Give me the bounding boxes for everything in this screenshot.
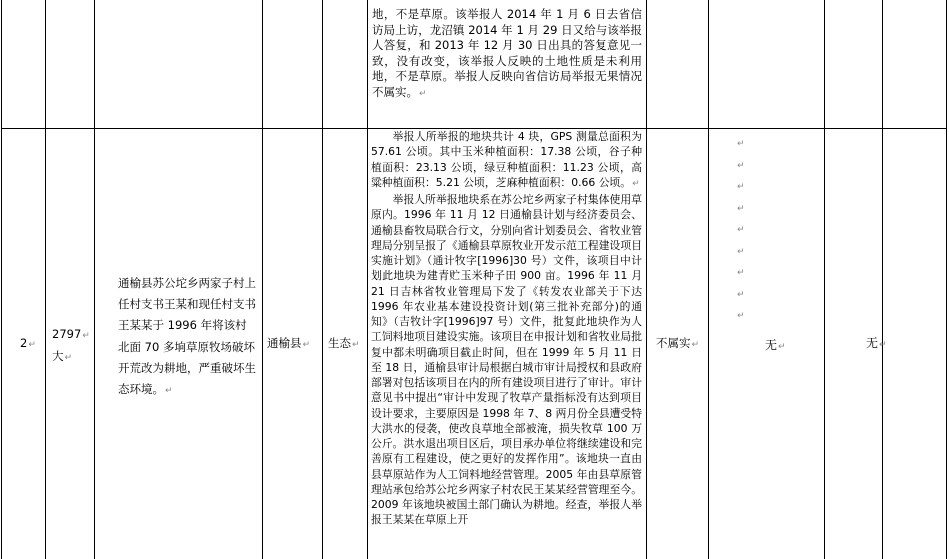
table-border-col6 (646, 0, 647, 559)
table-border-col1 (45, 0, 46, 559)
row-index: 2↵ (20, 336, 36, 350)
complaint-text: 通榆县苏公坨乡两家子村上任村支书王某和现任村支书王某某于 1996 年将该村北面 70 多垧草原牧场破坏开荒改为耕地，严重破坏生态环境。↵ (118, 276, 256, 397)
measure-cell: 无↵ (765, 338, 786, 352)
findings-text: 举报人所举报的地块共计 4 块，GPS 测量总面积为 57.61 公顷。其中玉米种植面积：17.38 公顷，谷子种植面积：23.13 公顷，绿豆种植面积：11.23 公顷，高粱种植面积：5.21 公顷，芝麻种植面积：0.66 公顷。↵ 举报人所举报地块系在苏公坨乡两家子村集体使用草原内。1996 年 11 月 12 日通榆县计划与经济委员会、通榆县畜牧局联合行文，分别向省计划委员会、省牧业管理局分别呈报了《通榆县草原牧业开发示范工程建设项目实施计划》（通计牧字[1996]30 号）文件，该项目中计划此地块为建青贮玉米种子田 900 亩。1996 年 11 月 21 日吉林省牧业管理局下发了《转发农业部关于下达 1996 年农业基本建设投资计划(第三批补充部分)的通知》（吉牧计字[1996]97 号）文件，批复此地块作为人工饲料地项目建设实施。该项目在申报计划和省牧业局批复中都未明确项目截止时间，但在 1999 年 5 月 11 日至 18 日，通榆县审计局根据白城市审计局授权和县政府部署对包括该项目在内的所有建设项目进行了审计。审计意见书中提出“审计中发现了牧草产量指标没有达到项目设计要求，主要原因是 1998 年 7、8 两月份全县遭受特大洪水的侵袭，使改良草地全部被淹，损失牧草 100 万公斤。洪水退出项目区后，项目承办单位将继续建设和完善原有工程建设，使之更好的发挥作用”。该地块一直由县草原站作为人工饲料地经营管理。2005 年由县草原管理站承包给苏公坨乡两家子村农民王某某经营管理至今。2009 年该地块被国土部门确认为耕地。经查，举报人举报王某某在草原上开 (371, 130, 642, 527)
table-border-col3 (262, 0, 263, 559)
table-border-col2 (94, 0, 95, 559)
case-number: 2797↵ 大↵ (52, 327, 90, 363)
accountability-cell: 无↵ (866, 336, 887, 350)
table-border-col4 (322, 0, 323, 559)
paragraph-marks: ↵ ↵ ↵ ↵ ↵ ↵ ↵ ↵ ↵ (737, 139, 745, 321)
table-border-col9 (882, 0, 883, 559)
category-cell: 生态↵ (328, 336, 360, 350)
table-border-col5 (367, 0, 368, 559)
table-border-right (946, 0, 947, 559)
table-border-col7 (708, 0, 709, 559)
prev-row-findings: 地，不是草原。该举报人 2014 年 1 月 6 日去省信访局上访，龙沼镇 2014 年 1 月 29 日又给与该举报人答复，和 2013 年 12 月 30 日出具的答复意见一致，没有改变，该举报人反映的土地性质是未利用地，不是草原。举报人反映向省信访局举报无果情况不属实。↵ (372, 7, 642, 99)
verdict-cell: 不属实↵ (656, 336, 700, 350)
county-cell: 通榆县↵ (267, 336, 311, 350)
table-border-col8 (824, 0, 825, 559)
table-border-left (1, 0, 2, 559)
